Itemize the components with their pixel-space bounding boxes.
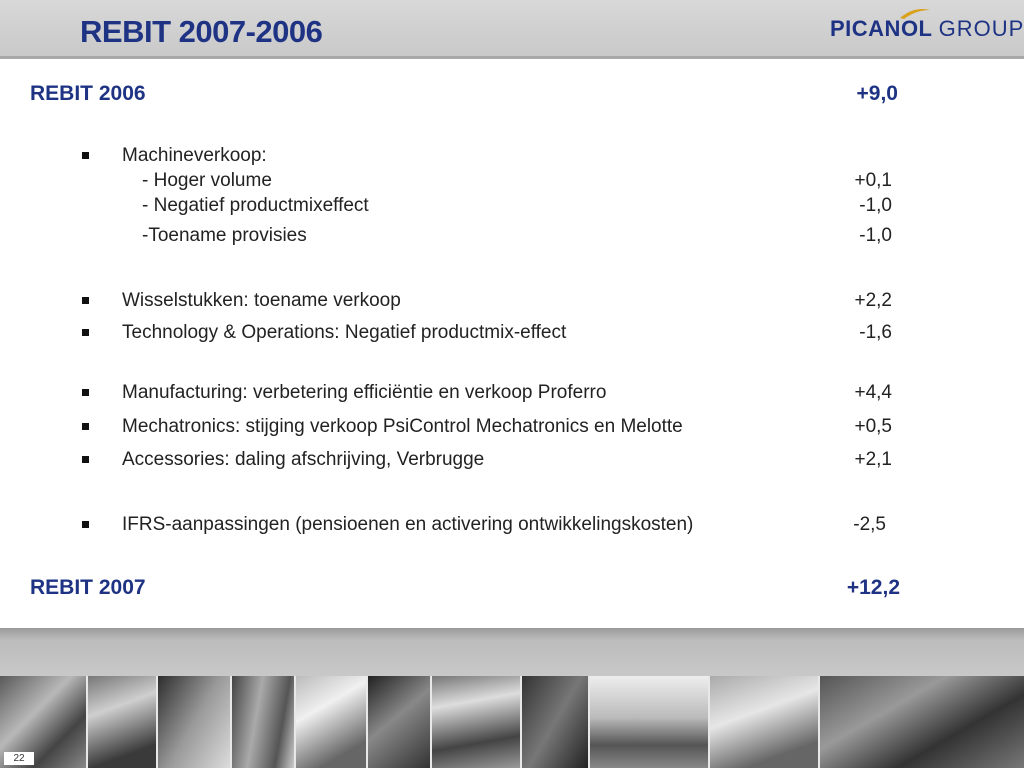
machineverkoop-label: Machineverkoop: — [122, 145, 267, 166]
photo-strip — [0, 676, 1024, 768]
accessories-value: +2,1 — [854, 449, 892, 470]
negatief-productmixeffect-value: -1,0 — [859, 195, 892, 216]
mechatronics-label: Mechatronics: stijging verkoop PsiControl Mechatronics en Melotte — [122, 416, 683, 437]
photo-workshop — [432, 676, 522, 768]
photo-machinery — [522, 676, 590, 768]
page-title: REBIT 2007-2006 — [80, 14, 323, 49]
bullet-icon — [82, 297, 89, 304]
photo-factory — [368, 676, 432, 768]
toename-provisies-value: -1,0 — [859, 225, 892, 246]
hoger-volume-value: +0,1 — [854, 170, 892, 191]
photo-field — [590, 676, 710, 768]
photo-fabric — [296, 676, 368, 768]
manufacturing-label: Manufacturing: verbetering efficiëntie en verkoop Proferro — [122, 382, 607, 403]
picanol-group-logo — [830, 10, 1024, 44]
logo-brand: PICANOL — [830, 16, 933, 41]
technology-operations-value: -1,6 — [859, 322, 892, 343]
mechatronics-value: +0,5 — [854, 416, 892, 437]
rebit-2006-value: +9,0 — [856, 82, 898, 105]
rebit-2007-label: REBIT 2007 — [30, 576, 146, 599]
ifrs-value: -2,5 — [853, 514, 886, 535]
photo-warehouse — [710, 676, 820, 768]
rebit-2007-value: +12,2 — [846, 576, 900, 599]
bullet-icon — [82, 329, 89, 336]
photo-loom — [158, 676, 232, 768]
accessories-label: Accessories: daling afschrijving, Verbrugge — [122, 449, 485, 470]
page-number: 22 — [4, 752, 34, 765]
toename-provisies-label: -Toename provisies — [142, 225, 307, 246]
bullet-icon — [82, 521, 89, 528]
rebit-2006-label: REBIT 2006 — [30, 82, 146, 105]
wisselstukken-label: Wisselstukken: toename verkoop — [122, 290, 401, 311]
bullet-icon — [82, 152, 89, 159]
logo-group: GROUP — [938, 16, 1024, 41]
technology-operations-label: Technology & Operations: Negatief productmix-effect — [122, 322, 567, 343]
bullet-icon — [82, 423, 89, 430]
bullet-icon — [82, 389, 89, 396]
photo-assembly — [88, 676, 158, 768]
wisselstukken-value: +2,2 — [854, 290, 892, 311]
manufacturing-value: +4,4 — [854, 382, 892, 403]
footer-band — [0, 628, 1024, 676]
negatief-productmixeffect-label: - Negatief productmixeffect — [142, 195, 369, 216]
ifrs-label: IFRS-aanpassingen (pensioenen en activering ontwikkelingskosten) — [122, 514, 694, 535]
header-bar — [0, 0, 1024, 59]
photo-production-line — [820, 676, 1024, 768]
hoger-volume-label: - Hoger volume — [142, 170, 272, 191]
bullet-icon — [82, 456, 89, 463]
photo-technician — [232, 676, 296, 768]
